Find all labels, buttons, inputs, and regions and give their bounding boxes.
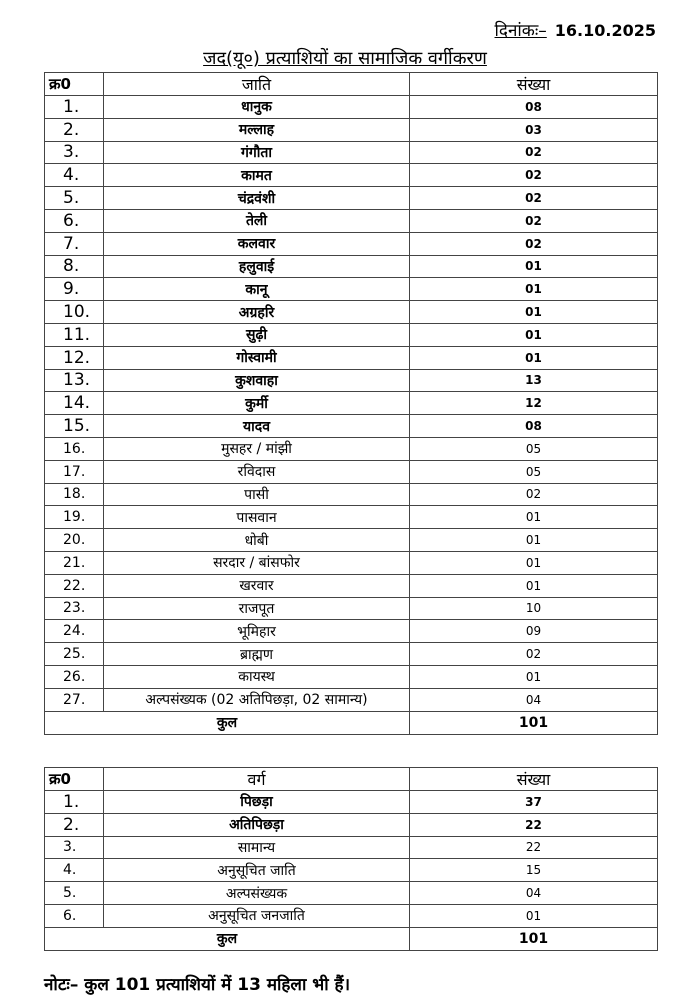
row-count: 02 xyxy=(410,141,658,164)
table-row xyxy=(45,301,658,324)
row-serial: 26. xyxy=(45,665,104,688)
date-label: दिनांकः– xyxy=(494,21,547,41)
table-row xyxy=(45,836,658,859)
table-row xyxy=(45,529,658,552)
total-label: कुल xyxy=(45,927,410,950)
table-row xyxy=(45,415,658,438)
row-name: अल्पसंख्यक (02 अतिपिछड़ा, 02 सामान्य) xyxy=(104,688,410,711)
row-serial: 1. xyxy=(45,96,104,119)
row-serial: 5. xyxy=(45,187,104,210)
table-row xyxy=(45,688,658,711)
row-count: 10 xyxy=(410,597,658,620)
row-name: कुर्मी xyxy=(104,392,410,415)
row-name: यादव xyxy=(104,415,410,438)
row-count: 02 xyxy=(410,187,658,210)
row-serial: 17. xyxy=(45,460,104,483)
table-row xyxy=(45,460,658,483)
table-row xyxy=(45,392,658,415)
header-serial: क्र0 xyxy=(45,768,104,791)
row-count: 01 xyxy=(410,904,658,927)
row-name: कायस्थ xyxy=(104,665,410,688)
row-name: पासी xyxy=(104,483,410,506)
row-name: सुढ़ी xyxy=(104,323,410,346)
row-serial: 8. xyxy=(45,255,104,278)
row-serial: 16. xyxy=(45,437,104,460)
row-name: कलवार xyxy=(104,232,410,255)
table-row xyxy=(45,278,658,301)
row-serial: 6. xyxy=(45,904,104,927)
table-row xyxy=(45,551,658,574)
row-count: 13 xyxy=(410,369,658,392)
row-count: 22 xyxy=(410,836,658,859)
row-name: पिछड़ा xyxy=(104,791,410,814)
header-category: वर्ग xyxy=(104,768,410,791)
row-name: कुशवाहा xyxy=(104,369,410,392)
row-name: तेली xyxy=(104,209,410,232)
table-row xyxy=(45,665,658,688)
header-caste: जाति xyxy=(104,73,410,96)
row-serial: 9. xyxy=(45,278,104,301)
row-count: 15 xyxy=(410,859,658,882)
row-count: 02 xyxy=(410,232,658,255)
table-row xyxy=(45,859,658,882)
table-row xyxy=(45,437,658,460)
row-count: 02 xyxy=(410,483,658,506)
row-serial: 3. xyxy=(45,836,104,859)
table-row xyxy=(45,882,658,905)
row-serial: 22. xyxy=(45,574,104,597)
total-label: कुल xyxy=(45,711,410,734)
row-count: 02 xyxy=(410,164,658,187)
row-serial: 12. xyxy=(45,346,104,369)
table-row xyxy=(45,483,658,506)
row-serial: 24. xyxy=(45,620,104,643)
row-count: 37 xyxy=(410,791,658,814)
row-name: धानुक xyxy=(104,96,410,119)
header-count: संख्या xyxy=(410,73,658,96)
row-count: 04 xyxy=(410,688,658,711)
row-name: कामत xyxy=(104,164,410,187)
row-serial: 5. xyxy=(45,882,104,905)
total-row xyxy=(45,927,658,950)
table-row xyxy=(45,791,658,814)
row-serial: 14. xyxy=(45,392,104,415)
row-count: 01 xyxy=(410,278,658,301)
row-name: अनुसूचित जनजाति xyxy=(104,904,410,927)
row-count: 04 xyxy=(410,882,658,905)
row-count: 08 xyxy=(410,415,658,438)
row-count: 02 xyxy=(410,643,658,666)
row-count: 01 xyxy=(410,255,658,278)
row-count: 08 xyxy=(410,96,658,119)
total-value: 101 xyxy=(410,711,658,734)
table-row xyxy=(45,369,658,392)
table-row xyxy=(45,255,658,278)
row-name: अतिपिछड़ा xyxy=(104,813,410,836)
table-row xyxy=(45,904,658,927)
row-serial: 10. xyxy=(45,301,104,324)
table-row xyxy=(45,164,658,187)
row-name: सामान्य xyxy=(104,836,410,859)
row-name: भूमिहार xyxy=(104,620,410,643)
row-name: अग्रहरि xyxy=(104,301,410,324)
row-name: खरवार xyxy=(104,574,410,597)
row-name: मल्लाह xyxy=(104,118,410,141)
table-row xyxy=(45,346,658,369)
row-name: हलुवाई xyxy=(104,255,410,278)
row-serial: 2. xyxy=(45,813,104,836)
table-row xyxy=(45,232,658,255)
row-count: 09 xyxy=(410,620,658,643)
header-serial: क्र0 xyxy=(45,73,104,96)
table-row xyxy=(45,118,658,141)
row-name: धोबी xyxy=(104,529,410,552)
row-serial: 15. xyxy=(45,415,104,438)
table-row xyxy=(45,141,658,164)
row-name: अल्पसंख्यक xyxy=(104,882,410,905)
table-row xyxy=(45,506,658,529)
row-count: 01 xyxy=(410,574,658,597)
row-name: सरदार / बांसफोर xyxy=(104,551,410,574)
row-count: 01 xyxy=(410,323,658,346)
table-row xyxy=(45,620,658,643)
table-row xyxy=(45,574,658,597)
table-header-row xyxy=(45,73,658,96)
row-serial: 21. xyxy=(45,551,104,574)
row-serial: 1. xyxy=(45,791,104,814)
table-row xyxy=(45,209,658,232)
caste-table xyxy=(44,72,658,735)
row-count: 01 xyxy=(410,665,658,688)
table-row xyxy=(45,96,658,119)
row-name: रविदास xyxy=(104,460,410,483)
row-count: 05 xyxy=(410,460,658,483)
row-serial: 27. xyxy=(45,688,104,711)
page-title: जद(यू०) प्रत्याशियों का सामाजिक वर्गीकरण xyxy=(203,48,487,69)
row-name: चंद्रवंशी xyxy=(104,187,410,210)
row-count: 01 xyxy=(410,506,658,529)
row-name: पासवान xyxy=(104,506,410,529)
row-serial: 7. xyxy=(45,232,104,255)
row-count: 03 xyxy=(410,118,658,141)
row-count: 01 xyxy=(410,551,658,574)
row-serial: 2. xyxy=(45,118,104,141)
row-serial: 19. xyxy=(45,506,104,529)
row-count: 01 xyxy=(410,529,658,552)
row-count: 05 xyxy=(410,437,658,460)
row-name: गंगौता xyxy=(104,141,410,164)
row-serial: 20. xyxy=(45,529,104,552)
row-serial: 11. xyxy=(45,323,104,346)
footnote: नोटः– कुल 101 प्रत्याशियों में 13 महिला भी हैं। xyxy=(44,975,351,995)
row-serial: 23. xyxy=(45,597,104,620)
total-row xyxy=(45,711,658,734)
table-header-row xyxy=(45,768,658,791)
row-serial: 13. xyxy=(45,369,104,392)
row-serial: 6. xyxy=(45,209,104,232)
row-serial: 25. xyxy=(45,643,104,666)
row-name: अनुसूचित जाति xyxy=(104,859,410,882)
date-value: 16.10.2025 xyxy=(554,21,656,40)
row-name: ब्राह्मण xyxy=(104,643,410,666)
table-row xyxy=(45,187,658,210)
row-name: राजपूत xyxy=(104,597,410,620)
table-row xyxy=(45,597,658,620)
row-count: 01 xyxy=(410,301,658,324)
table-row xyxy=(45,643,658,666)
header-count: संख्या xyxy=(410,768,658,791)
row-count: 01 xyxy=(410,346,658,369)
row-count: 02 xyxy=(410,209,658,232)
date-line xyxy=(495,18,656,41)
row-serial: 4. xyxy=(45,164,104,187)
row-name: कानू xyxy=(104,278,410,301)
row-serial: 4. xyxy=(45,859,104,882)
total-value: 101 xyxy=(410,927,658,950)
row-count: 22 xyxy=(410,813,658,836)
table-row xyxy=(45,813,658,836)
row-serial: 3. xyxy=(45,141,104,164)
category-table xyxy=(44,767,658,951)
table-row xyxy=(45,323,658,346)
row-count: 12 xyxy=(410,392,658,415)
row-name: मुसहर / मांझी xyxy=(104,437,410,460)
row-name: गोस्वामी xyxy=(104,346,410,369)
row-serial: 18. xyxy=(45,483,104,506)
